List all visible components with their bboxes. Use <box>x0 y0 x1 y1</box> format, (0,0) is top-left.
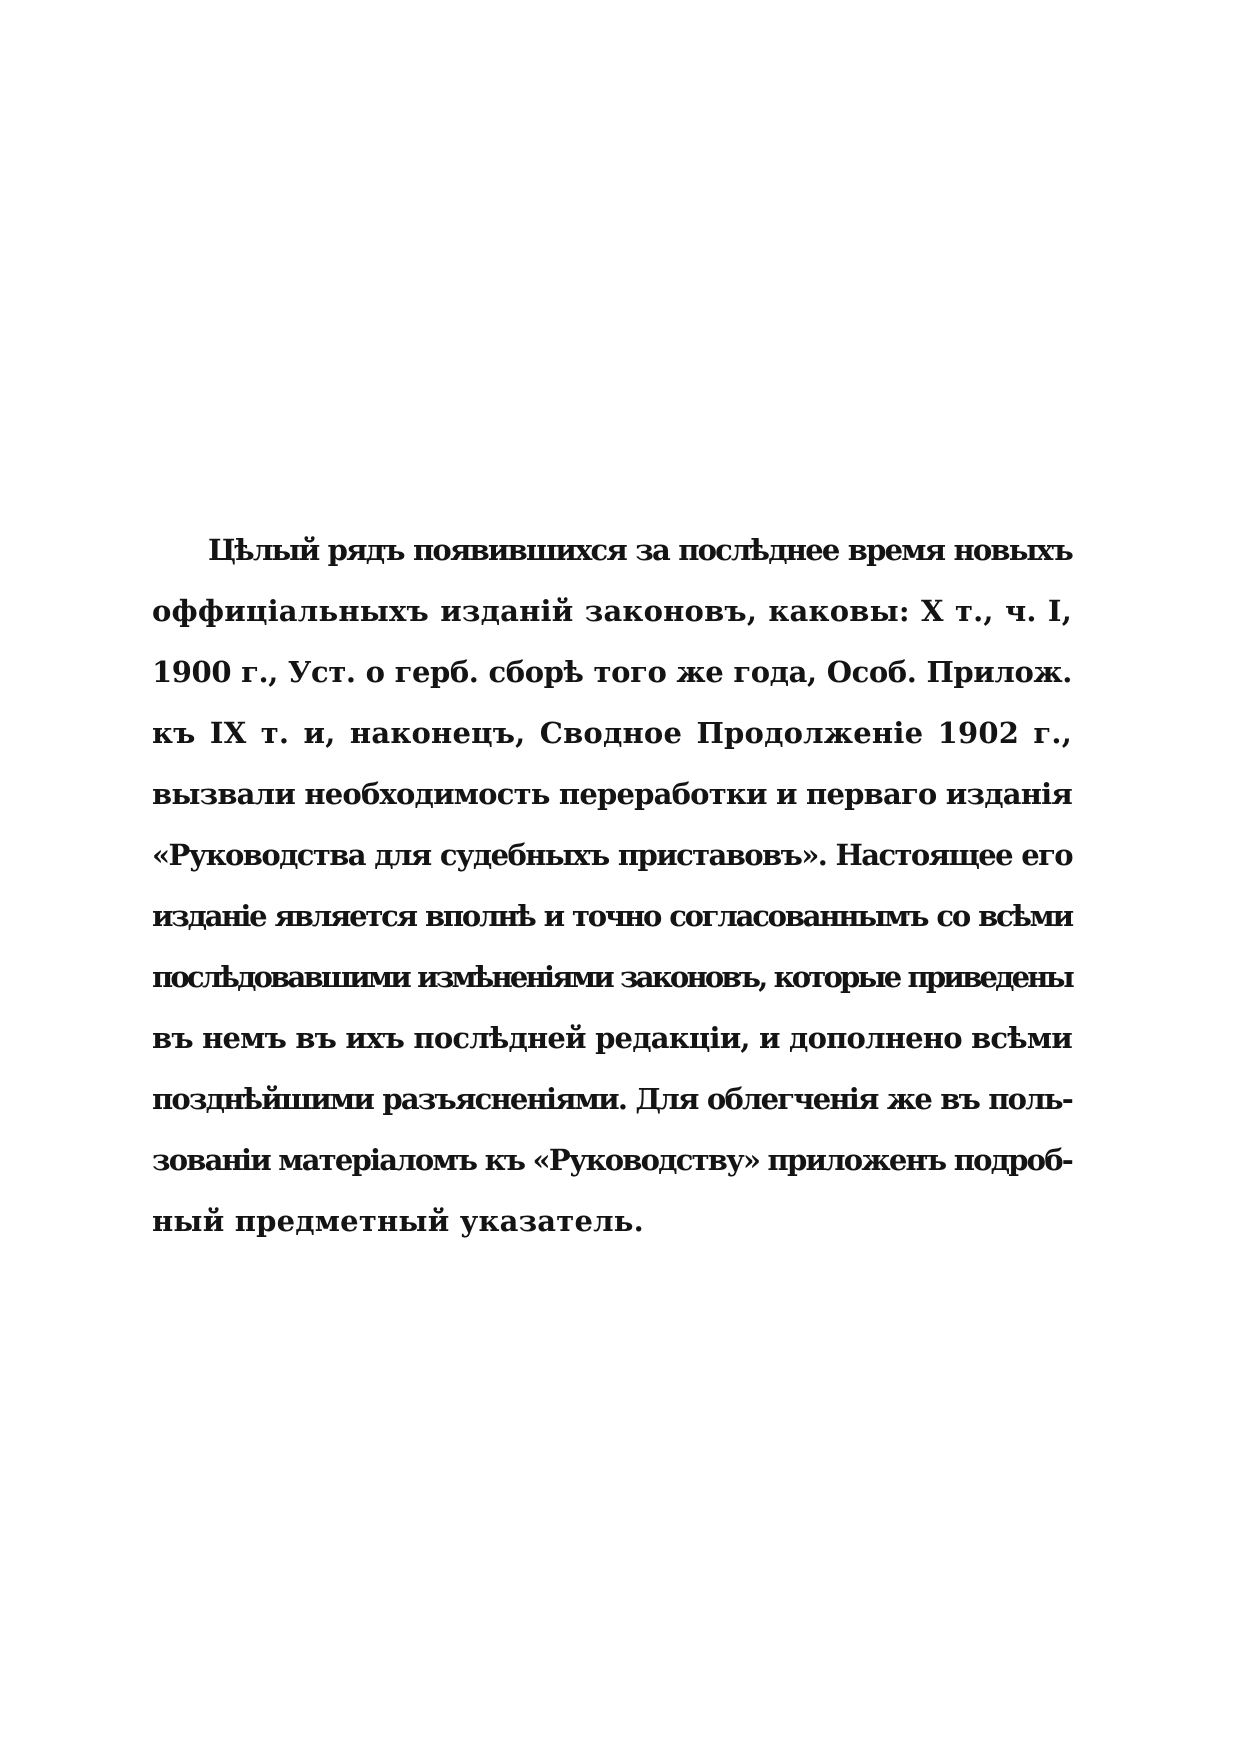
paragraph-line: изданіе является вполнѣ и точно согласованнымъ со всѣми <box>152 899 1072 933</box>
paragraph-line: въ немъ въ ихъ послѣдней редакціи, и дополнено всѣми <box>152 1021 1072 1055</box>
preface-paragraph <box>152 520 1072 1252</box>
paragraph-line: зованіи матеріаломъ къ «Руководству» приложенъ подроб- <box>152 1143 1072 1177</box>
paragraph-line: позднѣйшими разъясненіями. Для облегченія же въ поль- <box>152 1082 1072 1116</box>
paragraph-line: ный предметный указатель. <box>152 1204 644 1238</box>
paragraph-line: послѣдовавшими измѣненіями законовъ, которые приведены <box>152 960 1072 994</box>
paragraph-line: вызвали необходимость переработки и перваго изданія <box>152 777 1072 811</box>
paragraph-line: «Руководства для судебныхъ приставовъ». Настоящее его <box>152 838 1072 872</box>
paragraph-line: къ IX т. и, наконецъ, Сводное Продолженіе 1902 г., <box>152 716 1072 750</box>
paragraph-line: оффиціальныхъ изданій законовъ, каковы: X т., ч. I, <box>152 594 1072 628</box>
paragraph-line: Цѣлый рядъ появившихся за послѣднее время новыхъ <box>208 533 1072 567</box>
paragraph-line: 1900 г., Уст. о герб. сборѣ того же года, Особ. Прилож. <box>152 655 1072 689</box>
